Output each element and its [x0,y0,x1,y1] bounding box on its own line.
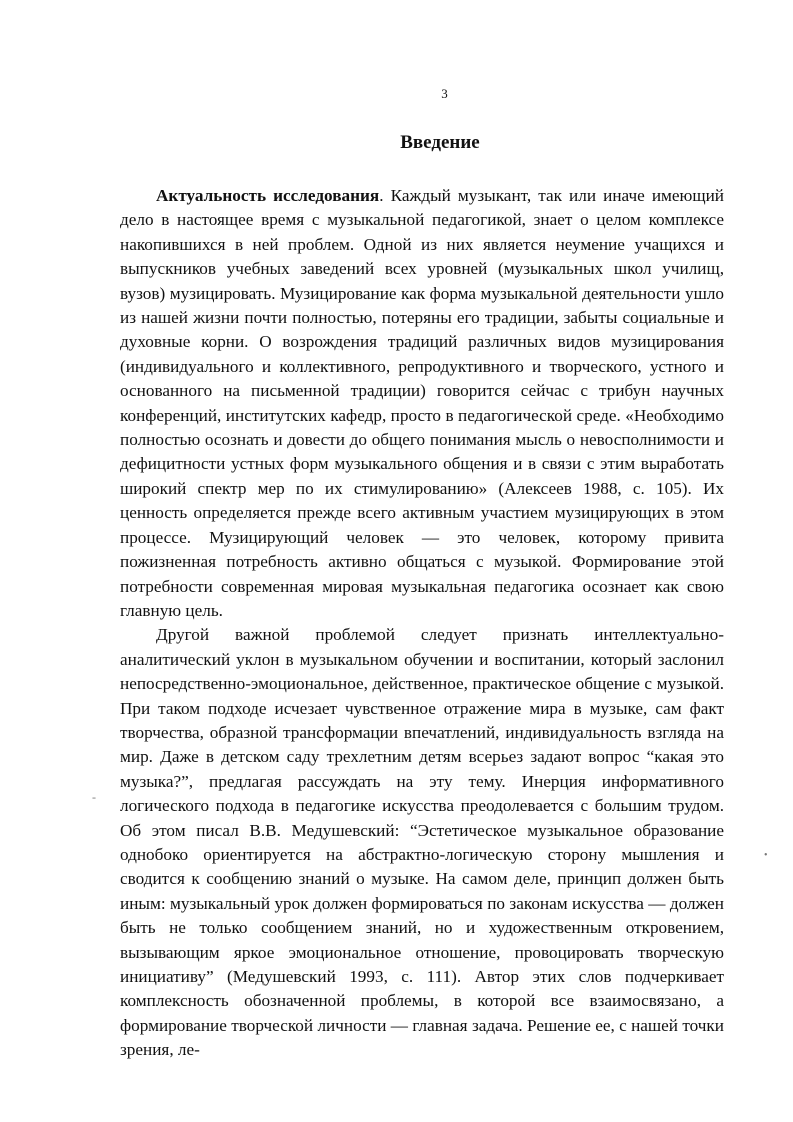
section-title: Введение [400,132,480,153]
right-margin-mark: • [764,850,768,861]
paragraph-text: Другой важной проблемой следует признать интеллектуально-аналитический уклон в музыкальном обучении и воспитании, который заслонил непосредственно-эмоциональное, действенное, практическое общение с музыкой. При таком подходе исчезает чувственное отражение мира в музыке, сам факт творчества, образной трансформации впечатлений, индивидуальность взгляда на мир. Даже в детском саду трехлетним детям всерьез задают вопрос “какая это музыка?”, предлагая рассуждать на эту тему. Инерция информативного логического подхода в педагогике искусства преодолевается с большим трудом. Об этом писал В.В. Медушевский: “Эстетическое музыкальное образование однобоко ориентируется на абстрактно-логическую сторону мышления и сводится к сообщению знаний о музыке. На самом деле, принцип должен быть иным: музыкальный урок должен формироваться по законам искусства — должен быть не только сообщением знаний, но и художественным откровением, вызывающим яркое эмоциональное отношение, провоцировать творческую инициативу” (Медушевский 1993, с. 111). Автор этих слов подчеркивает комплексность обозначенной проблемы, в которой все взаимосвязано, а формирование творческой личности — главная задача. Решение ее, с нашей точки зрения, ле- [120,625,724,1060]
paragraph-relevance [120,184,724,623]
paragraph-text: . Каждый музыкант, так или иначе имеющий дело в настоящее время с музыкальной педагогикой, знает о целом комплексе накопившихся в ней проблем. Одной из них является неумение учащихся и выпускников учебных заведений всех уровней (музыкальных школ училищ, вузов) музицировать. Музицирование как форма музыкальной деятельности ушло из нашей жизни почти полностью, потеряны его традиции, забыты социальные и духовные корни. О возрождения традиций различных видов музицирования (индивидуального и коллективного, репродуктивного и творческого, устного и основанного на письменной традиции) говорится сейчас с трибун научных конференций, институтских кафедр, просто в педагогической среде. «Необходимо полностью осознать и довести до общего понимания мысль о невосполнимости и дефицитности устных форм музыкального общения и в связи с этим выработать широкий спектр мер по их стимулированию» (Алексеев 1988, с. 105). Их ценность определяется прежде всего активным участием музицирующих в этом процессе. Музицирующий человек — это человек, которому привита пожизненная потребность активно общаться с музыкой. Формирование этой потребности современная мировая музыкальная педагогика осознает как свою главную цель. [120,186,724,620]
paragraph-lead: Актуальность исследования [156,186,380,205]
left-margin-mark: - [92,790,96,804]
page-number: 3 [441,86,448,101]
paragraph-second-problem [120,623,724,1062]
body-text [120,184,724,1063]
